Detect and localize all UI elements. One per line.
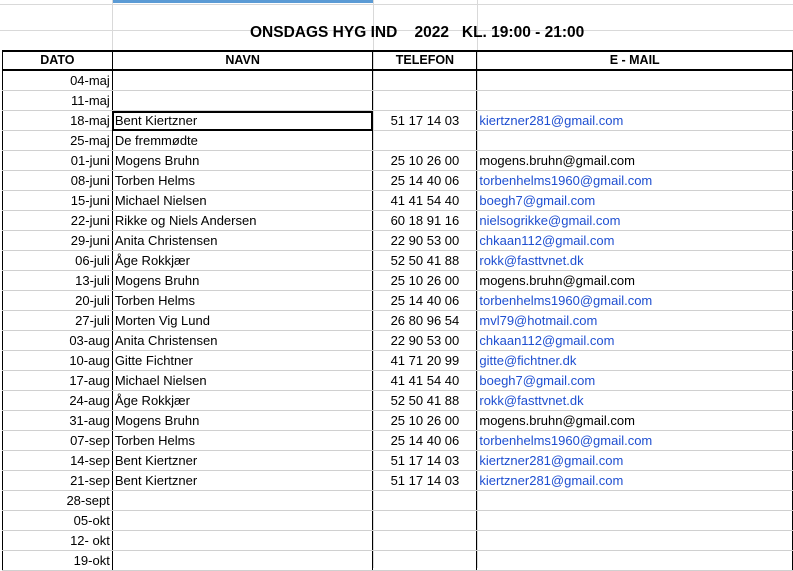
date-cell[interactable]: 17-aug: [3, 371, 113, 391]
phone-cell[interactable]: 41 71 20 99: [373, 351, 477, 371]
table-row: [3, 351, 793, 371]
phone-cell[interactable]: 51 17 14 03: [373, 451, 477, 471]
email-cell[interactable]: rokk@fasttvnet.dk: [477, 391, 793, 411]
date-cell[interactable]: 20-juli: [3, 291, 113, 311]
date-cell[interactable]: 08-juni: [3, 171, 113, 191]
date-cell[interactable]: 07-sep: [3, 431, 113, 451]
phone-cell[interactable]: [373, 511, 477, 531]
header-date[interactable]: DATO: [3, 51, 113, 70]
name-cell[interactable]: Åge Rokkjær: [112, 251, 373, 271]
sheet-title: ONSDAGS HYG IND 2022 KL. 19:00 - 21:00: [250, 24, 585, 41]
email-cell[interactable]: [477, 491, 793, 511]
email-cell[interactable]: mogens.bruhn@gmail.com: [477, 151, 793, 171]
name-cell[interactable]: Rikke og Niels Andersen: [112, 211, 373, 231]
name-cell[interactable]: Michael Nielsen: [112, 191, 373, 211]
email-cell[interactable]: kiertzner281@gmail.com: [477, 471, 793, 491]
name-cell[interactable]: [112, 491, 373, 511]
name-cell[interactable]: Anita Christensen: [112, 231, 373, 251]
email-cell[interactable]: chkaan112@gmail.com: [477, 331, 793, 351]
table-row: [3, 151, 793, 171]
phone-cell[interactable]: 51 17 14 03: [373, 471, 477, 491]
name-cell[interactable]: [112, 91, 373, 111]
date-cell[interactable]: 31-aug: [3, 411, 113, 431]
date-cell[interactable]: 14-sep: [3, 451, 113, 471]
table-row: [3, 491, 793, 511]
email-cell[interactable]: [477, 511, 793, 531]
date-cell[interactable]: 10-aug: [3, 351, 113, 371]
table-row: [3, 511, 793, 531]
date-cell[interactable]: 13-juli: [3, 271, 113, 291]
name-cell[interactable]: Gitte Fichtner: [112, 351, 373, 371]
table-row: [3, 431, 793, 451]
email-cell[interactable]: kiertzner281@gmail.com: [477, 451, 793, 471]
date-cell[interactable]: 05-okt: [3, 511, 113, 531]
email-cell[interactable]: mogens.bruhn@gmail.com: [477, 411, 793, 431]
phone-cell[interactable]: [373, 131, 477, 151]
table-row: [3, 231, 793, 251]
phone-cell[interactable]: 51 17 14 03: [373, 111, 477, 131]
table-row: [3, 531, 793, 551]
email-cell[interactable]: [477, 91, 793, 111]
name-cell[interactable]: Bent Kiertzner: [112, 111, 373, 131]
phone-cell[interactable]: 60 18 91 16: [373, 211, 477, 231]
email-cell[interactable]: [477, 131, 793, 151]
date-cell[interactable]: 29-juni: [3, 231, 113, 251]
date-cell[interactable]: 03-aug: [3, 331, 113, 351]
header-phone[interactable]: TELEFON: [373, 51, 477, 70]
table-row: [3, 91, 793, 111]
phone-cell[interactable]: 25 10 26 00: [373, 271, 477, 291]
date-cell[interactable]: 18-maj: [3, 111, 113, 131]
phone-cell[interactable]: 52 50 41 88: [373, 391, 477, 411]
date-cell[interactable]: 22-juni: [3, 211, 113, 231]
table-row: [3, 191, 793, 211]
name-cell[interactable]: Anita Christensen: [112, 331, 373, 351]
name-cell[interactable]: Bent Kiertzner: [112, 471, 373, 491]
name-cell[interactable]: Mogens Bruhn: [112, 151, 373, 171]
name-cell[interactable]: Mogens Bruhn: [112, 411, 373, 431]
date-cell[interactable]: 01-juni: [3, 151, 113, 171]
date-cell[interactable]: 11-maj: [3, 91, 113, 111]
name-cell[interactable]: [112, 511, 373, 531]
date-cell[interactable]: 19-okt: [3, 551, 113, 571]
name-cell[interactable]: Torben Helms: [112, 291, 373, 311]
date-cell[interactable]: 04-maj: [3, 70, 113, 91]
email-cell[interactable]: boegh7@gmail.com: [477, 191, 793, 211]
date-cell[interactable]: 21-sep: [3, 471, 113, 491]
table-row: [3, 331, 793, 351]
table-row: [3, 471, 793, 491]
phone-cell[interactable]: 22 90 53 00: [373, 231, 477, 251]
phone-cell[interactable]: 25 14 40 06: [373, 431, 477, 451]
header-name[interactable]: NAVN: [112, 51, 373, 70]
name-cell[interactable]: Bent Kiertzner: [112, 451, 373, 471]
table-row: [3, 291, 793, 311]
date-cell[interactable]: 12- okt: [3, 531, 113, 551]
phone-cell[interactable]: 25 10 26 00: [373, 411, 477, 431]
email-cell[interactable]: mogens.bruhn@gmail.com: [477, 271, 793, 291]
table-row: [3, 311, 793, 331]
table-row: [3, 251, 793, 271]
name-cell[interactable]: De fremmødte: [112, 131, 373, 151]
grid-row-line: [0, 4, 793, 5]
email-cell[interactable]: [477, 70, 793, 91]
table-row: [3, 391, 793, 411]
email-cell[interactable]: torbenhelms1960@gmail.com: [477, 291, 793, 311]
phone-cell[interactable]: 25 14 40 06: [373, 291, 477, 311]
table-row: [3, 171, 793, 191]
header-email[interactable]: E - MAIL: [477, 51, 793, 70]
phone-cell[interactable]: 41 41 54 40: [373, 191, 477, 211]
phone-cell[interactable]: [373, 91, 477, 111]
email-cell[interactable]: [477, 531, 793, 551]
table-row: [3, 111, 793, 131]
sheet-title-cell[interactable]: [0, 6, 793, 42]
name-cell[interactable]: Mogens Bruhn: [112, 271, 373, 291]
name-cell[interactable]: Åge Rokkjær: [112, 391, 373, 411]
name-cell[interactable]: Morten Vig Lund: [112, 311, 373, 331]
phone-cell[interactable]: 22 90 53 00: [373, 331, 477, 351]
email-cell[interactable]: rokk@fasttvnet.dk: [477, 251, 793, 271]
table-row: [3, 70, 793, 91]
schedule-table: [2, 50, 793, 571]
phone-cell[interactable]: 41 41 54 40: [373, 371, 477, 391]
header-row: [3, 51, 793, 70]
phone-cell[interactable]: [373, 491, 477, 511]
name-cell[interactable]: Torben Helms: [112, 431, 373, 451]
phone-cell[interactable]: [373, 531, 477, 551]
date-cell[interactable]: 25-maj: [3, 131, 113, 151]
phone-cell[interactable]: [373, 70, 477, 91]
phone-cell[interactable]: 52 50 41 88: [373, 251, 477, 271]
email-cell[interactable]: torbenhelms1960@gmail.com: [477, 171, 793, 191]
table-row: [3, 271, 793, 291]
date-cell[interactable]: 27-juli: [3, 311, 113, 331]
date-cell[interactable]: 28-sept: [3, 491, 113, 511]
name-cell[interactable]: Torben Helms: [112, 171, 373, 191]
date-cell[interactable]: 06-juli: [3, 251, 113, 271]
phone-cell[interactable]: 26 80 96 54: [373, 311, 477, 331]
date-cell[interactable]: 24-aug: [3, 391, 113, 411]
table-row: [3, 371, 793, 391]
column-selection-indicator: [113, 0, 373, 3]
table-row: [3, 411, 793, 431]
email-cell[interactable]: torbenhelms1960@gmail.com: [477, 431, 793, 451]
email-cell[interactable]: nielsogrikke@gmail.com: [477, 211, 793, 231]
name-cell[interactable]: [112, 70, 373, 91]
name-cell[interactable]: Michael Nielsen: [112, 371, 373, 391]
email-cell[interactable]: boegh7@gmail.com: [477, 371, 793, 391]
name-cell[interactable]: [112, 531, 373, 551]
table-row: [3, 211, 793, 231]
email-cell[interactable]: chkaan112@gmail.com: [477, 231, 793, 251]
phone-cell[interactable]: 25 10 26 00: [373, 151, 477, 171]
phone-cell[interactable]: 25 14 40 06: [373, 171, 477, 191]
table-row: [3, 451, 793, 471]
email-cell[interactable]: mvl79@hotmail.com: [477, 311, 793, 331]
table-row: [3, 131, 793, 151]
email-cell[interactable]: gitte@fichtner.dk: [477, 351, 793, 371]
email-cell[interactable]: kiertzner281@gmail.com: [477, 111, 793, 131]
date-cell[interactable]: 15-juni: [3, 191, 113, 211]
